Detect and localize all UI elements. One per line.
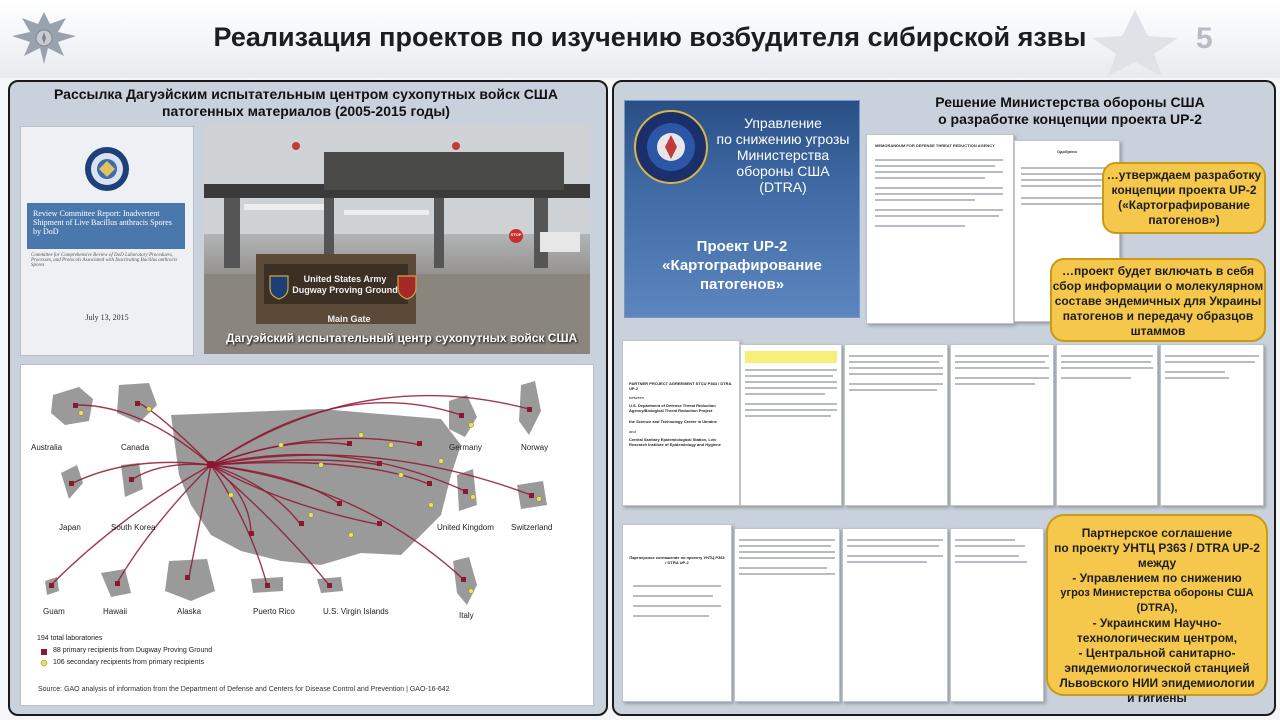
page-title: Реализация проектов по изучению возбудителя сибирской язвы — [213, 22, 1087, 52]
memo-document — [866, 134, 1014, 324]
legend-total: 194 total laboratories — [37, 635, 103, 642]
left-panel-heading — [20, 86, 592, 120]
callout1-line4: патогенов») — [1148, 213, 1220, 227]
dtra-line2: по снижению угрозы — [716, 131, 850, 147]
map-label-switzerland: Switzerland — [511, 523, 553, 532]
map-label-australia: Australia — [31, 443, 63, 452]
map-label-norway: Norway — [521, 443, 549, 452]
callout2-line5: штаммов — [1130, 324, 1186, 338]
gate-sign-text — [290, 274, 400, 296]
right-heading-line1: Решение Министерства обороны США — [935, 94, 1205, 110]
legend-primary-marker — [41, 649, 47, 655]
agreement-line8: - Центральной санитарно- — [1078, 646, 1236, 660]
star-icon — [1080, 6, 1190, 76]
memo-header: MEMORANDUM FOR DEFENSE THREAT REDUCTION AGENCY — [875, 143, 995, 148]
gate-scene — [204, 124, 590, 354]
callout2-line1: …проект будет включать в себя — [1061, 264, 1255, 278]
agreement-line10: Львовского НИИ эпидемиологии — [1059, 676, 1255, 690]
gao-report-cover — [20, 126, 194, 356]
gate-sign-main-gate: Main Gate — [327, 314, 371, 324]
dtra-line3: Министерства — [736, 147, 830, 163]
agreement-title-ru: Партнерское соглашение по проекту УНТЦ Р363 / DTRA UP-2 — [629, 555, 725, 565]
map-label-guam: Guam — [43, 607, 65, 616]
callout-project-scope — [1050, 258, 1266, 342]
map-label-south-korea: South Korea — [111, 523, 156, 532]
agreement-page-4 — [950, 344, 1054, 506]
legend-primary: 88 primary recipients from Dugway Proving Ground — [53, 647, 213, 654]
map-label-usvi: U.S. Virgin Islands — [323, 607, 389, 616]
agreement-line4: - Управлением по снижению — [1072, 571, 1242, 585]
dtra-line5: (DTRA) — [759, 179, 807, 195]
photo-caption: Дагуэйский испытательный центр сухопутных войск США — [226, 331, 578, 345]
agreement-page-ru-2 — [734, 528, 840, 702]
agreement-line1: Партнерское соглашение — [1081, 526, 1233, 540]
ministry-emblem-icon — [8, 6, 80, 68]
slide-header — [0, 0, 1280, 78]
left-heading-line1: Рассылка Дагуэйским испытательным центром сухопутных войск США — [54, 86, 558, 102]
agreement-page-ru-4 — [950, 528, 1044, 702]
callout2-line4: патогенов и передачу образцов — [1062, 309, 1254, 323]
agreement-page-2 — [740, 344, 842, 506]
agreement-page-6 — [1160, 344, 1264, 506]
agreement-party2: the Science and Technology Center in Ukraine — [629, 419, 717, 424]
report-date: July 13, 2015 — [85, 313, 129, 322]
dtra-line1: Управление — [744, 115, 822, 131]
report-subtitle: Committee for Comprehensive Review of DoD Laboratory Procedures, Processes, and Protocols Associated with Inactivating Bacillus anthracis Spores — [31, 253, 178, 268]
map-label-italy: Italy — [459, 611, 474, 620]
gate-sign-line1: United States Army — [303, 274, 387, 284]
agreement-line3: между — [1137, 556, 1177, 570]
highlight-mark — [745, 351, 837, 363]
map-label-united-kingdom: United Kingdom — [437, 523, 494, 532]
agreement-line5: угроз Министерства обороны США (DTRA), — [1060, 587, 1254, 614]
dtra-line4: обороны США — [736, 163, 830, 179]
map-label-puerto-rico: Puerto Rico — [253, 607, 295, 616]
agreement-party3: Central Sanitary Epidemiological Station, Lviv Research Institute of Epidemiology and Hygiene — [629, 437, 721, 447]
dtra-name — [709, 115, 857, 195]
agreement-title-en: PARTNER PROJECT AGREEMENT STCU P363 / DTRA UP-2 — [629, 381, 732, 391]
right-heading-line2: о разработке концепции проекта UP-2 — [938, 111, 1202, 127]
callout1-line3: («Картографирование — [1118, 198, 1250, 212]
agreement-cover-en — [622, 340, 740, 506]
agreement-page-5 — [1056, 344, 1158, 506]
dtra-project-line2: «Картографирование — [662, 257, 822, 274]
agreement-line9: эпидемиологической станцией — [1064, 661, 1250, 675]
stop-sign: STOP — [510, 232, 522, 237]
dtra-project-line1: Проект UP-2 — [696, 238, 788, 255]
dtra-project — [629, 237, 855, 294]
dod-seal-icon — [83, 145, 131, 193]
agreement-page-3 — [844, 344, 948, 506]
map-label-canada: Canada — [121, 443, 150, 452]
callout1-line2: концепции проекта UP-2 — [1111, 183, 1257, 197]
agreement-cover-ru — [622, 524, 732, 702]
agreement-page-ru-3 — [842, 528, 948, 702]
legend-secondary: 106 secondary recipients from primary recipients — [53, 659, 204, 666]
map-graphic — [21, 365, 593, 705]
dtra-project-line3: патогенов» — [699, 276, 785, 293]
agreement-line2: по проекту УНТЦ Р363 / DTRA UP-2 — [1054, 541, 1260, 555]
right-panel-heading — [880, 94, 1260, 128]
dtra-box — [624, 100, 860, 318]
agreement-line7: технологическим центром, — [1076, 631, 1238, 645]
agreement-party1: U.S. Department of Defense Threat Reduction Agency/Biological Threat Reduction Project — [629, 403, 716, 413]
report-title-banner — [27, 203, 185, 249]
map-label-germany: Germany — [449, 443, 482, 452]
callout-approval — [1102, 162, 1266, 234]
left-heading-line2: патогенных материалов (2005-2015 годы) — [162, 103, 450, 119]
callout2-line3: составе эндемичных для Украины — [1054, 294, 1262, 308]
map-source: Source: GAO analysis of information from the Department of Defense and Centers for Disease Control and Prevention | GAO-16-642 — [38, 686, 450, 693]
agreement-line11: и гигиены — [1127, 691, 1187, 705]
dtra-seal-icon — [633, 109, 709, 185]
callout1-line1: …утверждаем разработку — [1106, 168, 1262, 182]
army-shield-icon — [268, 274, 290, 300]
agreement-between: between — [629, 395, 645, 400]
map-label-hawaii: Hawaii — [103, 607, 128, 616]
legend-secondary-marker — [41, 660, 47, 666]
gate-sign-line2: Dugway Proving Ground — [292, 285, 398, 295]
dugway-gate-photo — [204, 124, 590, 354]
approval-header: Одобрено — [1057, 149, 1077, 154]
partner-agreement-callout — [1046, 514, 1268, 705]
report-title: Review Committee Report: Inadvertent Shipment of Live Bacillus anthracis Spores by DoD — [33, 209, 172, 236]
callout2-line2: сбор информации о молекулярном — [1052, 279, 1264, 293]
agreement-and: and — [629, 429, 636, 434]
agreement-line6: - Украинским Научно- — [1092, 616, 1222, 630]
page-number: 5 — [1196, 22, 1213, 55]
map-label-japan: Japan — [59, 523, 81, 532]
shipment-map — [20, 364, 594, 706]
map-label-alaska: Alaska — [177, 607, 202, 616]
